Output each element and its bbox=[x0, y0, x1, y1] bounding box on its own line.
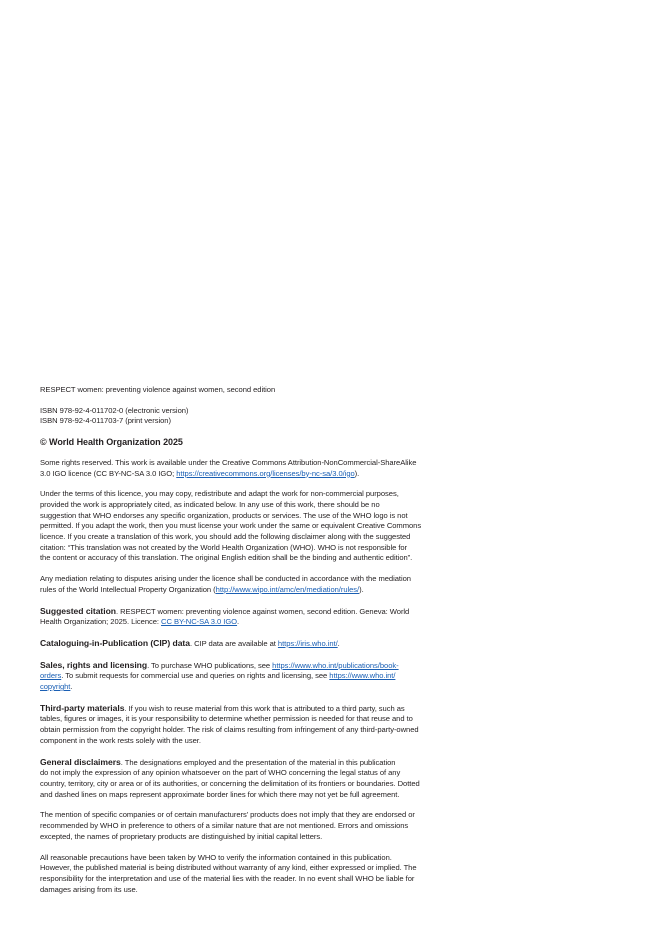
mention-paragraph bbox=[40, 810, 468, 842]
third-party-line-2: tables, figures or images, it is your responsibility to determine whether permission is needed for that reuse and to bbox=[40, 714, 413, 724]
licence-terms-line: the content or accuracy of this translation. The original English edition shall be the binding and authentic edition”. bbox=[40, 553, 413, 563]
precautions-line: However, the published material is being distributed without warranty of any kind, either expressed or implied. The bbox=[40, 863, 417, 873]
copyright-link[interactable]: https://www.who.int/ bbox=[329, 671, 396, 681]
third-party-paragraph bbox=[40, 703, 468, 747]
licence-terms-line: licence. If you create a translation of this work, you should add the following disclaimer along with the suggested bbox=[40, 532, 411, 542]
licence-terms-paragraph bbox=[40, 489, 468, 564]
publication-title bbox=[40, 385, 468, 396]
citation-line-2-text: Health Organization; 2025. Licence: bbox=[40, 617, 162, 627]
mention-line: excepted, the names of proprietary products are distinguished by initial capital letters. bbox=[40, 831, 323, 841]
iris-link[interactable]: https://iris.who.int/ bbox=[277, 638, 338, 648]
third-party-line-4: component in the work rests solely with the user. bbox=[40, 735, 201, 745]
mention-line: recommended by WHO in preference to others of a similar nature that are not mentioned. Errors and omissions bbox=[40, 821, 409, 831]
isbn-electronic: ISBN 978-92-4-011702-0 (electronic version) bbox=[40, 405, 189, 415]
general-line-1 bbox=[40, 757, 468, 769]
citation-licence-link[interactable]: CC BY-NC-SA 3.0 IGO bbox=[161, 617, 238, 627]
isbn-block bbox=[40, 406, 468, 427]
general-line-4: and dashed lines on maps represent approximate border lines for which there may not yet be full agreement. bbox=[40, 789, 400, 799]
precautions-line: responsibility for the interpretation and use of the material lies with the reader. In no event shall WHO be liable for bbox=[40, 873, 415, 883]
citation-line-1-text: . RESPECT women: preventing violence against women, second edition. Geneva: World bbox=[115, 606, 410, 616]
general-disclaimers-paragraph bbox=[40, 757, 468, 801]
sales-label: Sales, rights and licensing bbox=[40, 659, 148, 670]
licence-terms-line: suggestion that WHO endorses any specific organization, products or services. The use of the WHO logo is not bbox=[40, 510, 408, 520]
rights-line-2 bbox=[40, 469, 468, 480]
copyright-text: © World Health Organization 2025 bbox=[40, 437, 183, 448]
licence-terms-line: permitted. If you adapt the work, then you must license your work under the same or equivalent Creative Commons bbox=[40, 521, 422, 531]
cip-text: . CIP data are available at bbox=[189, 638, 278, 648]
mediation-line-2-text: rules of the World Intellectual Property Organization ( bbox=[40, 584, 216, 594]
licence-terms-line: Under the terms of this licence, you may copy, redistribute and adapt the work for non-commercial purposes, bbox=[40, 489, 399, 499]
citation-label: Suggested citation bbox=[40, 605, 116, 616]
general-line-1-text: . The designations employed and the presentation of the material in this publication bbox=[120, 757, 396, 767]
cip-end: . bbox=[337, 638, 340, 648]
mediation-line-2-end: ). bbox=[359, 584, 364, 594]
mediation-line-2 bbox=[40, 585, 468, 596]
citation-line-2-end: . bbox=[237, 617, 240, 627]
licence-link[interactable]: https://creativecommons.org/licenses/by-nc-sa/3.0/igo bbox=[176, 468, 355, 478]
cip-label: Cataloguing-in-Publication (CIP) data bbox=[40, 637, 190, 648]
copyright-heading bbox=[40, 437, 468, 448]
rights-line-2-text: 3.0 IGO licence (CC BY-NC-SA 3.0 IGO; bbox=[40, 468, 177, 478]
general-label: General disclaimers bbox=[40, 756, 121, 767]
sales-line-1 bbox=[40, 660, 468, 672]
citation-line-1 bbox=[40, 606, 468, 618]
third-party-line-1 bbox=[40, 703, 468, 715]
citation-line-2 bbox=[40, 617, 468, 628]
mediation-line-1: Any mediation relating to disputes arising under the licence shall be conducted in accordance with the mediation bbox=[40, 574, 411, 584]
isbn-print: ISBN 978-92-4-011703-7 (print version) bbox=[40, 416, 171, 426]
licence-terms-line: citation: “This translation was not created by the World Health Organization (WHO). WHO is not responsible for bbox=[40, 542, 408, 552]
general-line-2: do not imply the expression of any opinion whatsoever on the part of WHO concerning the legal status of any bbox=[40, 768, 401, 778]
citation-paragraph bbox=[40, 606, 468, 628]
sales-line-1-text: . To purchase WHO publications, see bbox=[147, 660, 273, 670]
sales-paragraph bbox=[40, 660, 468, 693]
wipo-link[interactable]: http://www.wipo.int/amc/en/mediation/rules/ bbox=[215, 584, 360, 594]
cip-line bbox=[40, 638, 468, 650]
rights-paragraph bbox=[40, 458, 468, 479]
cip-paragraph bbox=[40, 638, 468, 650]
third-party-line-3: obtain permission from the copyright holder. The risk of claims resulting from infringement of any third-party-owned bbox=[40, 725, 419, 735]
book-orders-link-continued[interactable]: orders bbox=[40, 671, 62, 681]
rights-line-2-end: ). bbox=[354, 468, 360, 478]
copyright-link-continued[interactable]: copyright bbox=[40, 682, 71, 692]
sales-line-2-text: . To submit requests for commercial use and queries on rights and licensing, see bbox=[61, 671, 330, 681]
book-orders-link[interactable]: https://www.who.int/publications/book- bbox=[272, 660, 399, 670]
third-party-line-1-text: . If you wish to reuse material from this work that is attributed to a third party, such as bbox=[124, 703, 405, 713]
general-line-3: country, territory, city or area or of its authorities, or concerning the delimitation of its frontiers or boundaries. Dotted bbox=[40, 778, 420, 788]
mention-line: The mention of specific companies or of certain manufacturers’ products does not imply that they are endorsed or bbox=[40, 810, 415, 820]
precautions-paragraph bbox=[40, 853, 468, 896]
sales-end: . bbox=[70, 682, 73, 692]
sales-line-2 bbox=[40, 671, 468, 682]
copyright-page bbox=[40, 385, 468, 905]
third-party-label: Third-party materials bbox=[40, 702, 125, 713]
licence-terms-line: provided the work is appropriately cited, as indicated below. In any use of this work, there should be no bbox=[40, 499, 380, 509]
precautions-line: All reasonable precautions have been taken by WHO to verify the information contained in this publication. bbox=[40, 852, 392, 862]
rights-line-1: Some rights reserved. This work is available under the Creative Commons Attribution-NonCommercial-ShareAlike bbox=[40, 457, 417, 467]
publication-title-text: RESPECT women: preventing violence against women, second edition bbox=[40, 385, 276, 394]
precautions-line: damages arising from its use. bbox=[40, 884, 138, 894]
sales-line-3 bbox=[40, 682, 468, 693]
mediation-paragraph bbox=[40, 574, 468, 595]
